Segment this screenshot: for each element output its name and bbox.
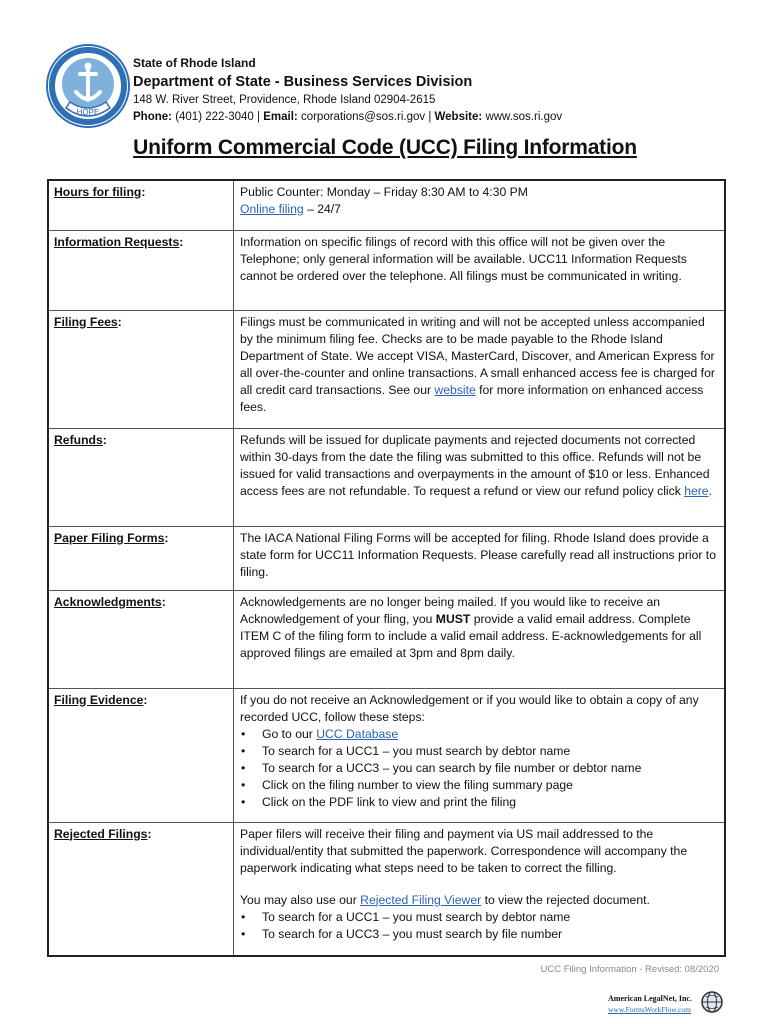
table-row: Refunds: Refunds will be issued for duplicate payments and rejected documents not corrected within 30-days from the date the filing was submitted to this office. Refunds will not be issued for valid transactions and overpayments in the amount of $10 or less. Enhanced access fees are not refundable. To request a refund or view our refund policy click here.: [48, 428, 725, 526]
website-link[interactable]: website: [434, 382, 476, 397]
list-item: • Click on the filing number to view the filing summary page: [262, 777, 719, 794]
row-label: Paper Filing Forms: [54, 530, 165, 545]
row-label: Refunds: [54, 432, 103, 447]
revision-note: UCC Filing Information - Revised: 08/2020: [540, 964, 719, 975]
state-name: State of Rhode Island: [133, 56, 256, 70]
filing-info-table: [47, 179, 726, 957]
contact-line: Phone: (401) 222-3040 | Email: corporations@sos.ri.gov | Website: www.sos.ri.gov: [133, 111, 563, 123]
department-name: Department of State - Business Services Division: [133, 74, 473, 90]
publisher-badge: [604, 990, 724, 1016]
row-label: Acknowledgments: [54, 594, 162, 609]
table-row: Hours for filing: Public Counter: Monday – Friday 8:30 AM to 4:30 PM Online filing – 24/7: [48, 180, 725, 230]
emphasis-must: MUST: [435, 611, 471, 626]
row-label: Filing Evidence: [54, 692, 144, 707]
row-text: Paper filers will receive their filing and payment via US mail addressed to the individual/entity that submitted the paperwork. Correspondence will accompany the paperwork indicating what steps need to be taken to correct the filling.: [240, 826, 688, 875]
online-filing-link[interactable]: Online filing: [240, 202, 304, 216]
phone-number: (401) 222-3040: [175, 111, 254, 123]
steps-list: [240, 726, 719, 811]
globe-icon: [700, 990, 724, 1014]
table-row: Rejected Filings: Paper filers will receive their filing and payment via US mail addressed to the individual/entity that submitted the paperwork. Correspondence will accompany the paperwork indicating what steps need to be taken to correct the filling. You may also use our Rejected Filing Viewer to view the rejected document. • To search for a UCC1 – you must search by debtor name • To search for a UCC3 – you must search by file number: [48, 822, 725, 956]
refund-policy-link[interactable]: here: [684, 483, 709, 498]
row-text: Acknowledgements are no longer being mailed. If you would like to receive an Acknowledgement of your fling, you: [240, 594, 661, 626]
row-text: The IACA National Filing Forms will be accepted for filing. Rhode Island does provide a state form for UCC11 Information Requests. Please carefully read all instructions prior to filing.: [234, 526, 726, 590]
list-item: • To search for a UCC3 – you must search by file number: [262, 926, 719, 943]
publisher-name: American LegalNet, Inc.: [608, 994, 692, 1003]
website-address: www.sos.ri.gov: [485, 111, 563, 123]
row-text: Refunds will be issued for duplicate payments and rejected documents not corrected within 30-days from the date the filing was submitted to this office. Refunds will not be issued for valid transactions and overpayments in the amount of $10 or less. Enhanced access fees are not refundable. To request a refund or view our refund policy click: [240, 432, 710, 498]
row-label: Information Requests: [54, 234, 180, 249]
table-row: Filing Fees: Filings must be communicated in writing and will not be accepted unless accompanied by the minimum filing fee. Checks are to be made payable to the Rhode Island Department of State. We accept VISA, MasterCard, Discover, and American Express for all over-the-counter and online transactions. A small enhanced access fee is charged for all credit card transactions. See our website for more information on enhanced access fees.: [48, 310, 725, 428]
svg-text:HOPE: HOPE: [76, 108, 100, 117]
agency-header: [133, 56, 753, 127]
ucc-database-link[interactable]: UCC Database: [316, 726, 399, 741]
publisher-url-link[interactable]: www.FormsWorkFlow.com: [608, 1005, 692, 1014]
email-address: corporations@sos.ri.gov: [300, 111, 426, 123]
table-row: Paper Filing Forms: The IACA National Filing Forms will be accepted for filing. Rhode Island does provide a state form for UCC11 Information Requests. Please carefully read all instructions prior to filing.: [48, 526, 725, 590]
row-label: Hours for filing: [54, 185, 142, 199]
row-label: Filing Fees: [54, 314, 118, 329]
row-label: Rejected Filings: [54, 826, 148, 841]
row-text: If you do not receive an Acknowledgement or if you would like to obtain a copy of any recorded UCC, follow these steps:: [240, 692, 699, 724]
page-title: Uniform Commercial Code (UCC) Filing Information: [133, 136, 637, 159]
row-text: Information on specific filings of record with this office will not be given over the Telephone; only general information will be available. UCC11 Information Requests cannot be ordered over the telephone. All filings must be communicated in writing.: [234, 230, 726, 310]
search-list: [240, 909, 719, 943]
table-row: Acknowledgments: Acknowledgements are no longer being mailed. If you would like to receive an Acknowledgement of your fling, you MUST provide a valid email address. Complete ITEM C of the filing form to include a valid email address. E-acknowledgements for all approved filings are emailed at 3pm and 8pm daily.: [48, 590, 725, 688]
state-seal-logo: [46, 44, 130, 128]
list-item: • To search for a UCC1 – you must search by debtor name: [262, 743, 719, 760]
list-item: • Go to our UCC Database: [262, 726, 719, 743]
table-row: Filing Evidence: If you do not receive an Acknowledgement or if you would like to obtain a copy of any recorded UCC, follow these steps: • Go to our UCC Database • To search for a UCC1 – you must search by debtor name • To search for a UCC3 – you can search by file number or debtor name • Click on the filing number to view the filing summary page • Click on the PDF link to view and print the filing: [48, 688, 725, 822]
list-item: • To search for a UCC1 – you must search by debtor name: [262, 909, 719, 926]
list-item: • To search for a UCC3 – you can search by file number or debtor name: [262, 760, 719, 777]
list-item: • Click on the PDF link to view and print the filing: [262, 794, 719, 811]
row-text: Public Counter: Monday – Friday 8:30 AM to 4:30 PM: [240, 185, 528, 199]
row-text: Filings must be communicated in writing and will not be accepted unless accompanied by the minimum filing fee. Checks are to be made payable to the Rhode Island Department of State. We accept VISA, MasterCard, Discover, and American Express for all over-the-counter and online transactions. A small enhanced access fee is charged for all credit card transactions. See our: [240, 314, 715, 397]
table-row: Information Requests: Information on specific filings of record with this office will not be given over the Telephone; only general information will be available. UCC11 Information Requests cannot be ordered over the telephone. All filings must be communicated in writing.: [48, 230, 725, 310]
rejected-filing-viewer-link[interactable]: Rejected Filing Viewer: [360, 892, 482, 907]
address: 148 W. River Street, Providence, Rhode Island 02904-2615: [133, 94, 436, 106]
